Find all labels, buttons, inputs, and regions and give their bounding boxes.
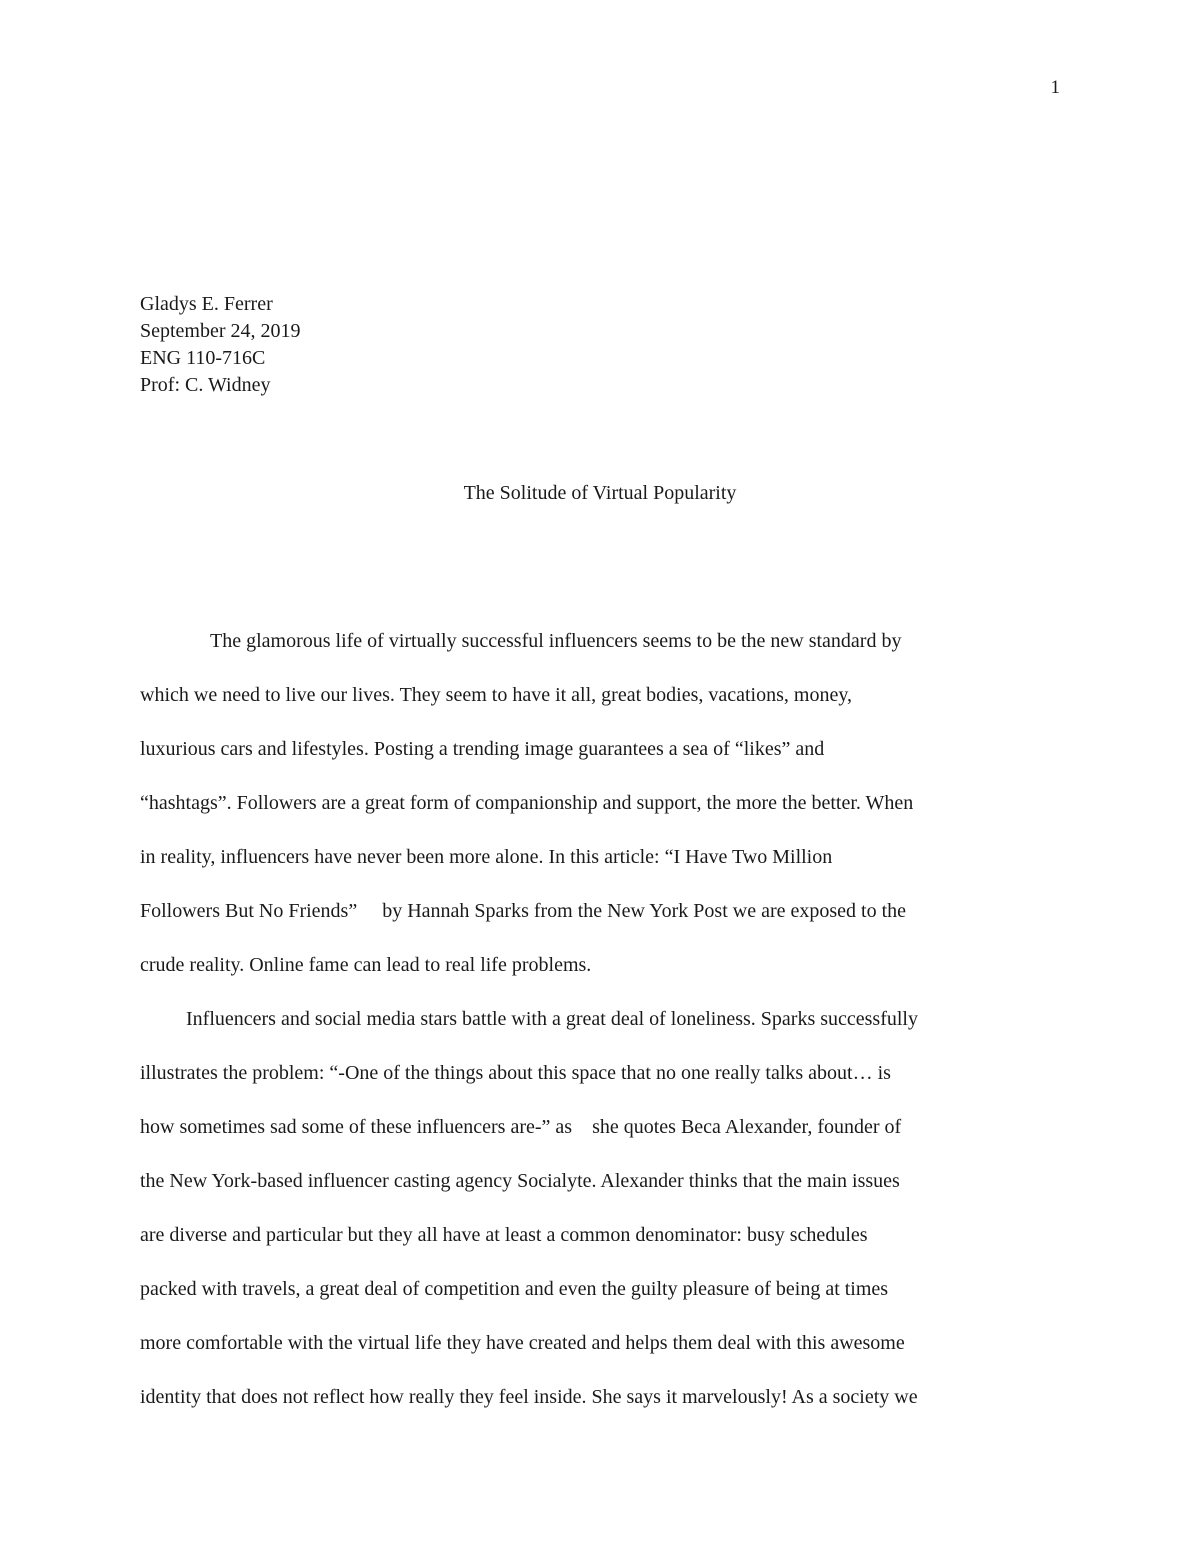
body-line: identity that does not reflect how really they feel inside. She says it marvelously! As a society we [140,1386,918,1408]
body-line: luxurious cars and lifestyles. Posting a trending image guarantees a sea of “likes” and [140,738,825,760]
body-line: crude reality. Online fame can lead to real life problems. [140,954,592,976]
professor-name: Prof: C. Widney [140,374,271,396]
body-line: illustrates the problem: “-One of the things about this space that no one really talks about… is [140,1062,891,1084]
header-block [140,291,840,399]
author-name: Gladys E. Ferrer [140,293,273,315]
essay-body [140,614,1060,1424]
essay-date: September 24, 2019 [140,320,301,342]
body-line: how sometimes sad some of these influencers are-” as she quotes Beca Alexander, founder of [140,1116,902,1138]
body-line: packed with travels, a great deal of competition and even the guilty pleasure of being at times [140,1278,889,1300]
course-code: ENG 110-716C [140,347,266,369]
body-line: “hashtags”. Followers are a great form of companionship and support, the more the better. When [140,792,914,814]
body-line: in reality, influencers have never been more alone. In this article: “I Have Two Million [140,846,833,868]
body-line: Followers But No Friends” by Hannah Sparks from the New York Post we are exposed to the [140,900,907,922]
body-line: are diverse and particular but they all have at least a common denominator: busy schedules [140,1224,868,1246]
body-line: the New York-based influencer casting agency Socialyte. Alexander thinks that the main issues [140,1170,900,1192]
essay-title: The Solitude of Virtual Popularity [463,482,737,504]
body-line: Influencers and social media stars battle with a great deal of loneliness. Sparks successfully [186,1008,918,1030]
body-line: The glamorous life of virtually successful influencers seems to be the new standard by [210,630,902,652]
body-line: which we need to live our lives. They seem to have it all, great bodies, vacations, money, [140,684,853,706]
body-line: more comfortable with the virtual life they have created and helps them deal with this awesome [140,1332,905,1354]
page-number: 1 [1050,77,1060,98]
